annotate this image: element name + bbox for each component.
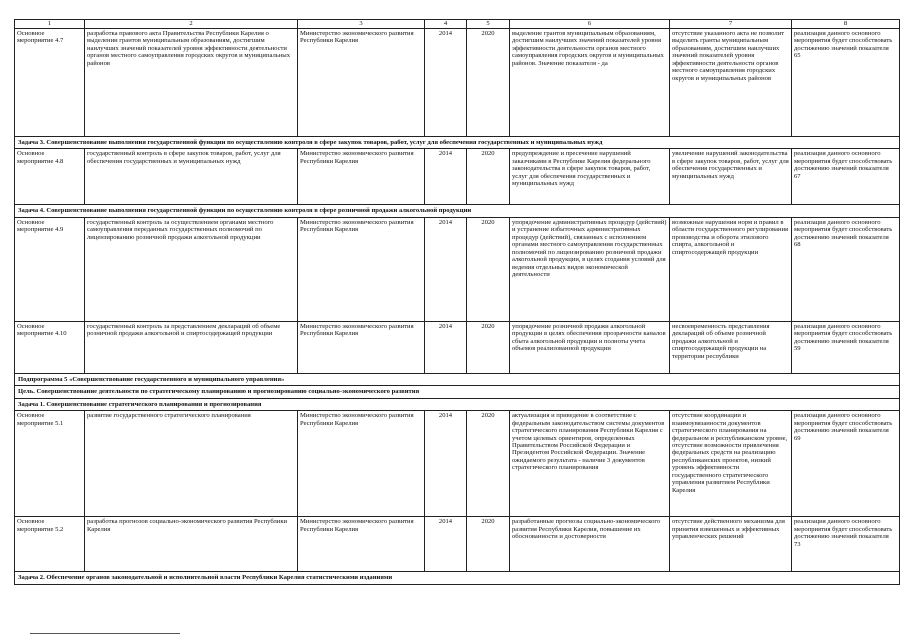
end-year-cell: 2020 <box>467 517 510 572</box>
table-row <box>15 411 900 517</box>
column-number: 8 <box>792 20 900 29</box>
executor-cell: Министерство экономического развития Республики Карелия <box>298 411 425 517</box>
event-kind-cell: Основное мероприятие 4.9 <box>15 217 85 321</box>
indicator-link-cell: реализация данного основного мероприятия будет способствовать достижению значений показателя 68 <box>792 217 900 321</box>
document-page <box>14 19 899 585</box>
section-heading-row <box>15 398 900 410</box>
end-year-cell: 2020 <box>467 149 510 205</box>
column-number: 3 <box>298 20 425 29</box>
column-number: 6 <box>510 20 670 29</box>
risk-cell: отсутствие координации и взаимоувязанности документов стратегического планирования на федеральном и республиканском уровне, отсутствие возможности привлечения федеральных средств на реализацию республиканских проектов, низкий уровень эффективности государственного стратегического управления развитием Республики Карелия <box>670 411 792 517</box>
table-row <box>15 217 900 321</box>
expected-result-cell: актуализация и приведение в соответствие с федеральным законодательством системы документов стратегического планирования Республики Карелия с учетом целевых ориентиров, определенных Правительством Российской Федерации и Президентом Российской Федерации. Значение ожидаемого результата - наличие 3 документов стратегического планирования <box>510 411 670 517</box>
section-heading: Задача 4. Совершенствование выполнения государственной функции по осуществлению контроля в сфере розничной продажи алкогольной продукции <box>15 205 900 217</box>
end-year-cell: 2020 <box>467 411 510 517</box>
section-heading-row <box>15 205 900 217</box>
event-name-cell: государственный контроль за представлением деклараций об объеме розничной продажи алкогольной и спиртосодержащей продукции <box>85 321 298 373</box>
section-heading: Задача 1. Совершенствование стратегического планирования и прогнозирования <box>15 398 900 410</box>
indicator-link-cell: реализация данного основного мероприятия будет способствовать достижению значений показателя 73 <box>792 517 900 572</box>
expected-result-cell: упорядочение розничной продажи алкогольной продукции в целях обеспечения прозрачности каналов сбыта алкогольной продукции и полноты учета объемов реализованной продукции <box>510 321 670 373</box>
column-number: 4 <box>425 20 467 29</box>
risk-cell: несвоевременность представления деклараций об объеме розничной продажи алкогольной и спиртосодержащей продукции на территории республики <box>670 321 792 373</box>
section-heading-row <box>15 386 900 398</box>
event-kind-cell: Основное мероприятие 4.7 <box>15 29 85 137</box>
end-year-cell: 2020 <box>467 29 510 137</box>
executor-cell: Министерство экономического развития Республики Карелия <box>298 217 425 321</box>
expected-result-cell: выделение грантов муниципальным образованиям, достигшим наилучших значений показателей уровня эффективности деятельности органов местного самоуправления городских округов и муниципальных районов. Значение показателя - да <box>510 29 670 137</box>
executor-cell: Министерство экономического развития Республики Карелия <box>298 321 425 373</box>
program-measures-table <box>14 19 900 585</box>
end-year-cell: 2020 <box>467 321 510 373</box>
expected-result-cell: упорядочение административных процедур (действий) и устранение избыточных административных процедур (действий), связанных с исполнением органами местного самоуправления государственных полномочий по лицензированию розничной продажи алкогольной продукции, в целях создания условий для ведения отдельных видов экономической деятельности <box>510 217 670 321</box>
start-year-cell: 2014 <box>425 321 467 373</box>
table-row <box>15 149 900 205</box>
event-name-cell: развитие государственного стратегического планирования <box>85 411 298 517</box>
section-heading: Цель. Совершенствование деятельности по стратегическому планированию и прогнозированию социально-экономического развития <box>15 386 900 398</box>
risk-cell: возможные нарушения норм и правил в области государственного регулирования производства и оборота этилового спирта, алкогольной и спиртосодержащей продукции <box>670 217 792 321</box>
start-year-cell: 2014 <box>425 149 467 205</box>
indicator-link-cell: реализация данного основного мероприятия будет способствовать достижению значений показателя 59 <box>792 321 900 373</box>
event-name-cell: государственный контроль в сфере закупок товаров, работ, услуг для обеспечения государственных и муниципальных нужд <box>85 149 298 205</box>
indicator-link-cell: реализация данного основного мероприятия будет способствовать достижению значений показателя 65 <box>792 29 900 137</box>
event-kind-cell: Основное мероприятие 4.8 <box>15 149 85 205</box>
start-year-cell: 2014 <box>425 517 467 572</box>
event-name-cell: государственный контроль за осуществлением органами местного самоуправления переданных государственных полномочий по лицензированию розничной продажи алкогольной продукции <box>85 217 298 321</box>
section-heading: Подпрограмма 5 «Совершенствование государственного и муниципального управления» <box>15 373 900 385</box>
event-kind-cell: Основное мероприятие 5.1 <box>15 411 85 517</box>
indicator-link-cell: реализация данного основного мероприятия будет способствовать достижению значений показателя 69 <box>792 411 900 517</box>
table-row <box>15 321 900 373</box>
table-row <box>15 517 900 572</box>
event-name-cell: разработка правового акта Правительства Республики Карелия о выделении грантов муниципальным образованиям, достигшим наилучших значений показателей уровня эффективности деятельности органов местного самоуправления городских округов и муниципальных районов <box>85 29 298 137</box>
executor-cell: Министерство экономического развития Республики Карелия <box>298 29 425 137</box>
section-heading-row <box>15 572 900 584</box>
risk-cell: увеличение нарушений законодательства в сфере закупок товаров, работ, услуг для обеспечения государственных и муниципальных нужд <box>670 149 792 205</box>
indicator-link-cell: реализация данного основного мероприятия будет способствовать достижению значений показателя 67 <box>792 149 900 205</box>
section-heading: Задача 2. Обеспечение органов законодательной и исполнительной власти Республики Карелия статистическими изданиями <box>15 572 900 584</box>
start-year-cell: 2014 <box>425 411 467 517</box>
executor-cell: Министерство экономического развития Республики Карелия <box>298 517 425 572</box>
event-name-cell: разработка прогнозов социально-экономического развития Республики Карелия <box>85 517 298 572</box>
event-kind-cell: Основное мероприятие 5.2 <box>15 517 85 572</box>
end-year-cell: 2020 <box>467 217 510 321</box>
expected-result-cell: предупреждение и пресечение нарушений заказчиками в Республике Карелия федерального законодательства в сфере закупок товаров, работ, услуг для обеспечения государственных и муниципальных нужд <box>510 149 670 205</box>
section-heading-row <box>15 373 900 385</box>
column-number: 1 <box>15 20 85 29</box>
column-number-row <box>15 20 900 29</box>
start-year-cell: 2014 <box>425 29 467 137</box>
start-year-cell: 2014 <box>425 217 467 321</box>
column-number: 7 <box>670 20 792 29</box>
executor-cell: Министерство экономического развития Республики Карелия <box>298 149 425 205</box>
column-number: 5 <box>467 20 510 29</box>
section-heading-row <box>15 137 900 149</box>
risk-cell: отсутствие указанного акта не позволит выделить гранты муниципальным образованиям, достигшим наилучших значений показателей уровня эффективности деятельности органов местного самоуправления городских округов и муниципальных районов <box>670 29 792 137</box>
risk-cell: отсутствие действенного механизма для принятия взвешенных и эффективных управленческих решений <box>670 517 792 572</box>
column-number: 2 <box>85 20 298 29</box>
expected-result-cell: разработанные прогнозы социально-экономического развития Республики Карелия, повышение их обоснованности и достоверности <box>510 517 670 572</box>
section-heading: Задача 3. Совершенствование выполнения государственной функции по осуществлению контроля в сфере закупок товаров, работ, услуг для обеспечения государственных и муниципальных нужд <box>15 137 900 149</box>
event-kind-cell: Основное мероприятие 4.10 <box>15 321 85 373</box>
table-row <box>15 29 900 137</box>
page-bottom-rule <box>30 633 180 634</box>
